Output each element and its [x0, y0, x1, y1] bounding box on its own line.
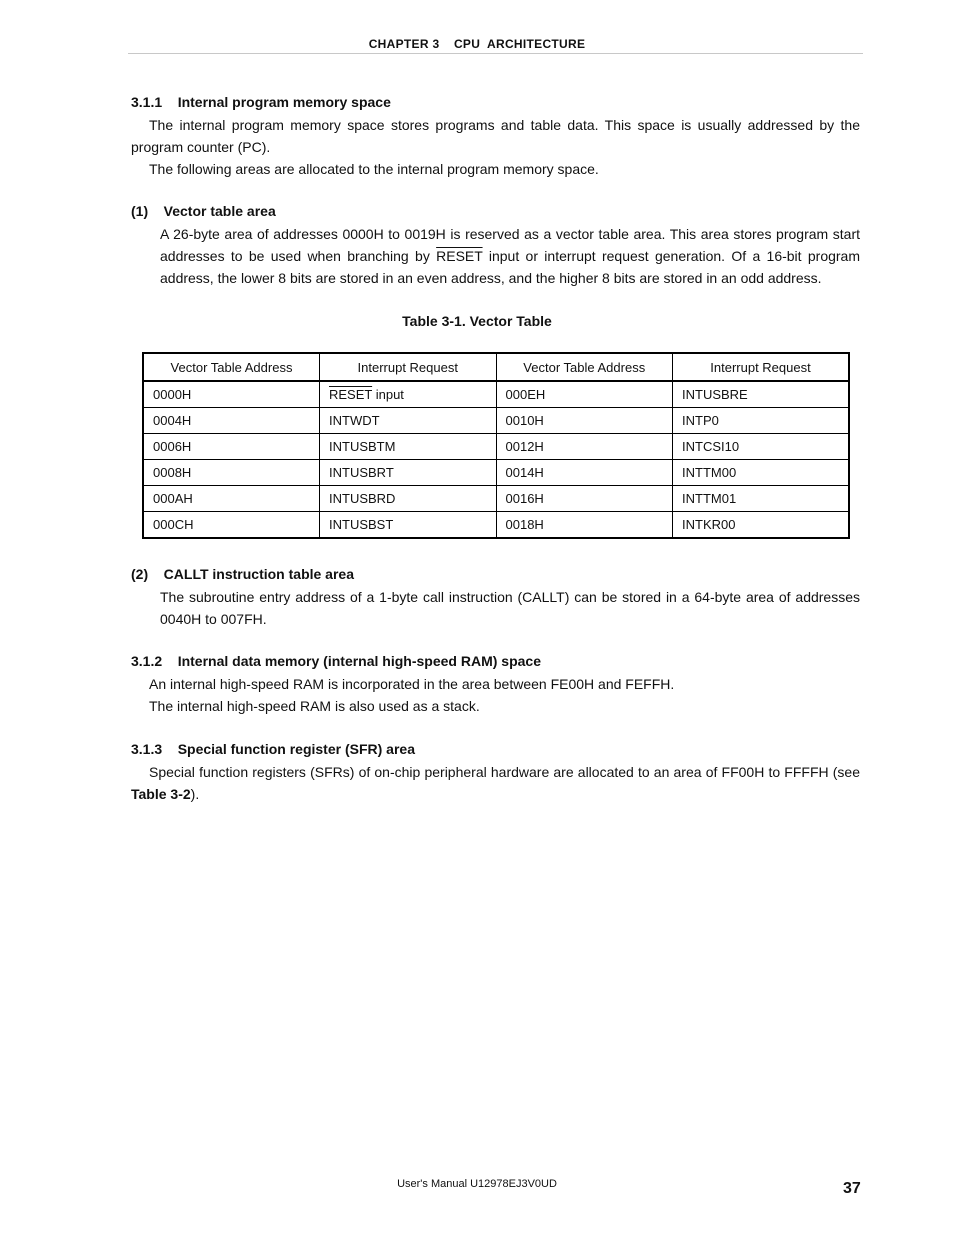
- paragraph-program-memory: [131, 114, 860, 158]
- table-cell: INTWDT: [320, 408, 497, 434]
- table-reference: Table 3-2: [131, 786, 191, 802]
- paragraph-text: The internal program memory space stores programs and table data. This space is usually addressed by the program counter (PC).: [131, 117, 860, 155]
- table-cell: 0016H: [496, 486, 673, 512]
- subsection-title-callt: (2) CALLT instruction table area: [131, 566, 354, 582]
- table-cell: 000CH: [143, 512, 320, 539]
- paragraph-text: Special function registers (SFRs) of on-chip peripheral hardware are allocated to an area of FF00H to FFFFH (see: [149, 764, 860, 780]
- table-row: [143, 512, 849, 539]
- cell-text: input: [372, 387, 404, 402]
- paragraph-text: The internal high-speed RAM is also used as a stack.: [149, 698, 480, 714]
- paragraph-text: An internal high-speed RAM is incorporated in the area between FE00H and FEFFH.: [149, 676, 675, 692]
- column-header: Interrupt Request: [673, 353, 850, 381]
- subsection-title-vector-table: (1) Vector table area: [131, 203, 276, 219]
- table-cell: INTCSI10: [673, 434, 850, 460]
- section-title-3-1-3: 3.1.3 Special function register (SFR) area: [131, 741, 415, 757]
- table-cell: 0012H: [496, 434, 673, 460]
- table-cell: INTUSBRE: [673, 381, 850, 408]
- table-row: [143, 381, 849, 408]
- table-cell: INTUSBRT: [320, 460, 497, 486]
- table-cell: INTKR00: [673, 512, 850, 539]
- table-cell: INTP0: [673, 408, 850, 434]
- table-cell: INTTM01: [673, 486, 850, 512]
- page-number: 37: [843, 1180, 861, 1197]
- paragraph-callt: The subroutine entry address of a 1-byte call instruction (CALLT) can be stored in a 64-byte area of addresses 0040H to 007FH.: [160, 589, 860, 627]
- table-cell: 0000H: [143, 381, 320, 408]
- table-cell: 000EH: [496, 381, 673, 408]
- table-cell: INTUSBRD: [320, 486, 497, 512]
- table-header-row: [143, 353, 849, 381]
- paragraph-text: The following areas are allocated to the internal program memory space.: [149, 161, 599, 177]
- header-rule: [128, 53, 863, 54]
- reset-signal-label: RESET: [436, 248, 483, 264]
- paragraph-text: ).: [190, 786, 200, 802]
- paragraph-text: input or interrupt request generation. Of a 16-bit program address, the lower 8 bits are stored in an even address, and the higher 8 bits are stored in an odd address.: [160, 248, 860, 286]
- table-caption: Table 3-1. Vector Table: [402, 313, 552, 329]
- table-cell: 0010H: [496, 408, 673, 434]
- table-row: [143, 434, 849, 460]
- table-cell: [320, 381, 497, 408]
- table-row: [143, 408, 849, 434]
- column-header: Interrupt Request: [320, 353, 497, 381]
- column-header: Vector Table Address: [143, 353, 320, 381]
- table-row: [143, 486, 849, 512]
- paragraph-sfr: [131, 761, 860, 805]
- paragraph-ram-stack: [131, 695, 860, 717]
- table-cell: 0018H: [496, 512, 673, 539]
- paragraph-areas-allocated: [131, 158, 860, 180]
- table-cell: 0006H: [143, 434, 320, 460]
- table-cell: INTUSBST: [320, 512, 497, 539]
- table-cell: 000AH: [143, 486, 320, 512]
- footer-manual-id: User's Manual U12978EJ3V0UD: [397, 1178, 557, 1190]
- paragraph-text: A 26-byte area of addresses 0000H to 0019H is reserved as a vector table area. This area stores program start addresses to be used when branching by: [160, 226, 860, 264]
- section-title-3-1-2: 3.1.2 Internal data memory (internal high-speed RAM) space: [131, 653, 541, 669]
- table-cell: INTTM00: [673, 460, 850, 486]
- vector-table: [142, 352, 850, 539]
- section-title-3-1-1: 3.1.1 Internal program memory space: [131, 94, 391, 110]
- reset-signal-label: RESET: [329, 387, 373, 402]
- table-row: [143, 460, 849, 486]
- table-cell: 0004H: [143, 408, 320, 434]
- table-cell: 0014H: [496, 460, 673, 486]
- table-cell: INTUSBTM: [320, 434, 497, 460]
- table-cell: 0008H: [143, 460, 320, 486]
- page-header: CHAPTER 3 CPU ARCHITECTURE: [368, 37, 586, 51]
- column-header: Vector Table Address: [496, 353, 673, 381]
- paragraph-ram-location: [131, 673, 860, 695]
- paragraph-vector-table: [160, 223, 860, 289]
